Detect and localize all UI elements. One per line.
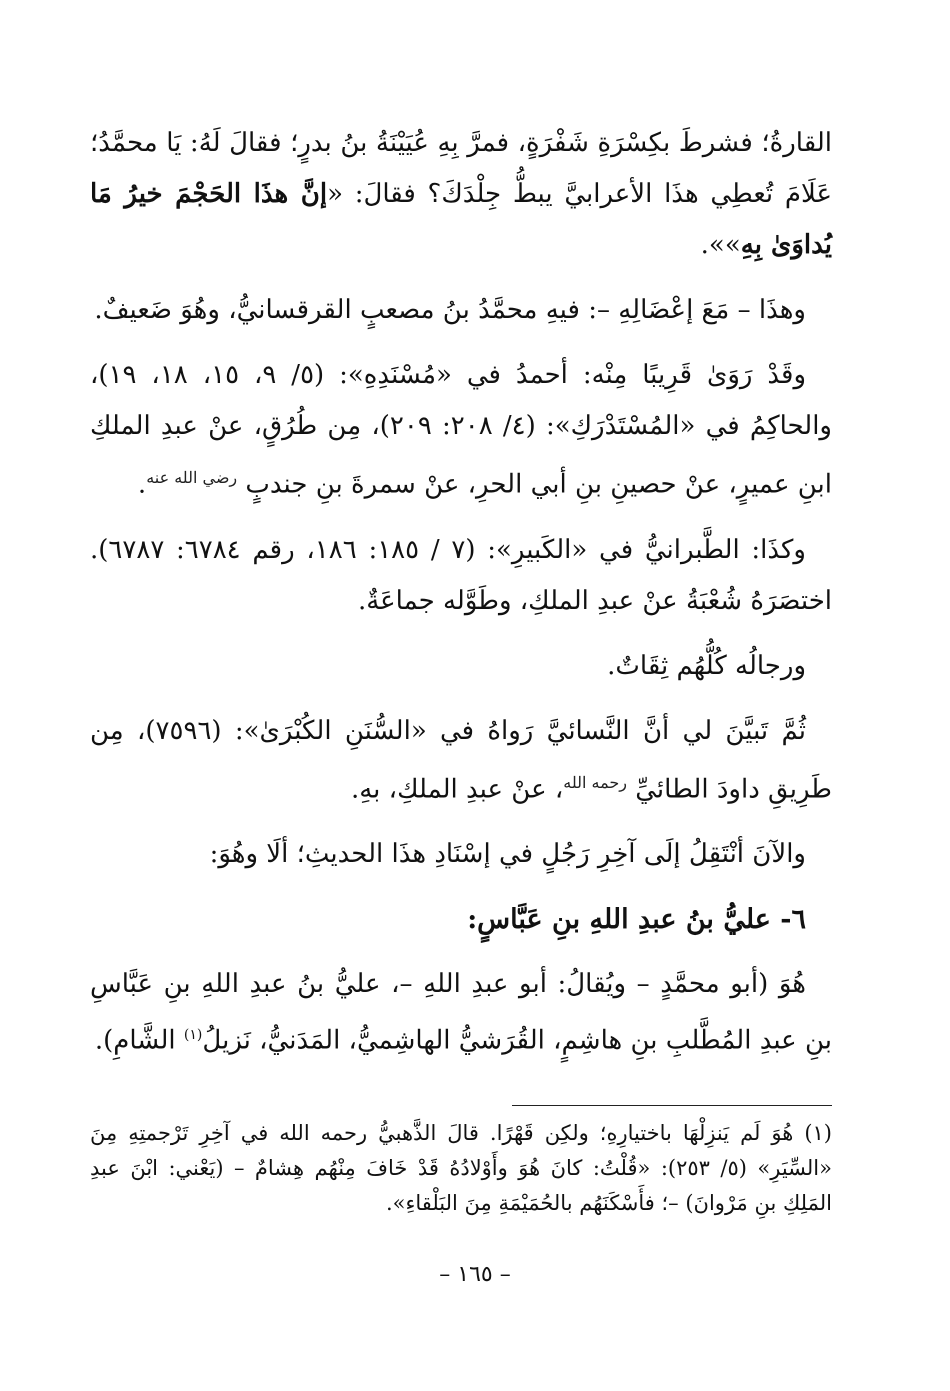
paragraph-1-end: »». <box>700 230 741 260</box>
footnote <box>90 1116 832 1221</box>
paragraph-8-text: هُوَ (أبو محمَّدٍ – ويُقالُ: أبو عبدِ اللهِ –، عليُّ بنُ عبدِ اللهِ بنِ عَبَّاسِ بنِ عبدِ المُطَّلبِ بنِ هاشِمٍ، القُرَشيُّ الهاشِميُّ، المَدَنيُّ، نَزيلُ <box>90 969 832 1056</box>
hadith-quote: إنَّ هذَا الحَجْمَ خيرُ مَا يُداوَىٰ بِهِ <box>90 179 832 260</box>
paragraph-3-text: وقَدْ رَوَىٰ قَرِيبًا مِنْه: أحمدُ في «مُسْنَدِهِ»: (٥/ ٩، ١٥، ١٨، ١٩)، والحاكِمُ في «المُسْتَدْرَكِ»: (٤/ ٢٠٨: ٢٠٩)، مِن طُرُقٍ، عنْ عبدِ الملكِ ابنِ عميرٍ، عنْ حصينِ بنِ أبي الحرِ، عنْ سمرةَ بنِ جندبٍ <box>90 360 832 500</box>
honorific-glyph: رضي الله عنه <box>146 468 238 487</box>
paragraph-6-end: ، عنْ عبدِ الملكِ، بهِ. <box>350 774 564 805</box>
paragraph-5: ورجالُه كُلُّهُم ثِقَاتٌ. <box>607 650 806 681</box>
section-heading: ٦- عليُّ بنُ عبدِ اللهِ بنِ عَبَّاسٍ: <box>467 904 806 936</box>
honorific-glyph: رحمه الله <box>563 772 627 792</box>
footnote-divider <box>512 1105 832 1106</box>
paragraph-1-text: القارةُ؛ فشرطَ بكِسْرَةِ شَفْرَةٍ، فمرَّ بِهِ عُيَيْنَةُ بنُ بدرٍ؛ فقالَ لَهُ: يَا محمَّدُ؛ عَلَامَ تُعطِي هذَا الأعرابيَّ يبطُّ جِلْدَكَ؟ فقالَ: « <box>90 128 833 209</box>
paragraph-3 <box>90 350 832 511</box>
footnote-text: (١) هُوَ لَم يَنزِلْهَا باختيارِهِ؛ ولكِن قَهْرًا. قالَ الذَّهبيُّ رحمه الله في آخِرِ تَرْجمتِهِ مِنَ «السِّيَرِ» (٥/ ٢٥٣): «قُلْتُ: كانَ هُوَ وأَوْلادُهُ قَدْ خَافَ مِنْهُم هِشامٌ – (يَعْني: ابْنَ عبدِ المَلِكِ بنِ مَرْوانَ) –؛ فأَسْكَنَهُم بالحُمَيْمَةِ مِنَ البَلْقاءِ». <box>90 1121 832 1215</box>
paragraph-8-end: الشَّامِ). <box>94 1025 184 1056</box>
paragraph-1 <box>90 118 832 271</box>
footnote-marker[interactable]: (١) <box>183 1027 203 1044</box>
paragraph-4: وكذَا: الطَّبرانيُّ في «الكَبيرِ»: (٧ / ١٨٥: ١٨٦، رقم ٦٧٨٤: ٦٧٨٧). اختصَرَهُ شُعْبَةُ عنْ عبدِ الملكِ، وطَوَّله جماعَةٌ. <box>90 534 832 616</box>
paragraph-6 <box>90 706 832 816</box>
paragraph-3-end: . <box>137 469 147 500</box>
paragraph-8 <box>90 959 832 1067</box>
paragraph-6-text: ثُمَّ تَبيَّنَ لي أنَّ النَّسائيَّ رَواهُ في «السُّنَنِ الكُبْرَىٰ»: (٧٥٩٦)، مِن طَرِيقِ داودَ الطائيِّ <box>90 715 832 805</box>
paragraph-7: والآنَ أنْتَقِلُ إلَى آخِرِ رَجُلٍ في إسْنَادِ هذَا الحديثِ؛ ألَا وهُوَ: <box>209 839 806 870</box>
main-text <box>90 118 832 1081</box>
paragraph-2: وهذَا – مَعَ إعْضَالِهِ –: فيهِ محمَّدُ بنُ مصعبٍ القرقسانيُّ، وهُوَ ضَعيفٌ. <box>94 295 806 325</box>
page-number: – ١٦٥ – <box>439 1262 511 1287</box>
